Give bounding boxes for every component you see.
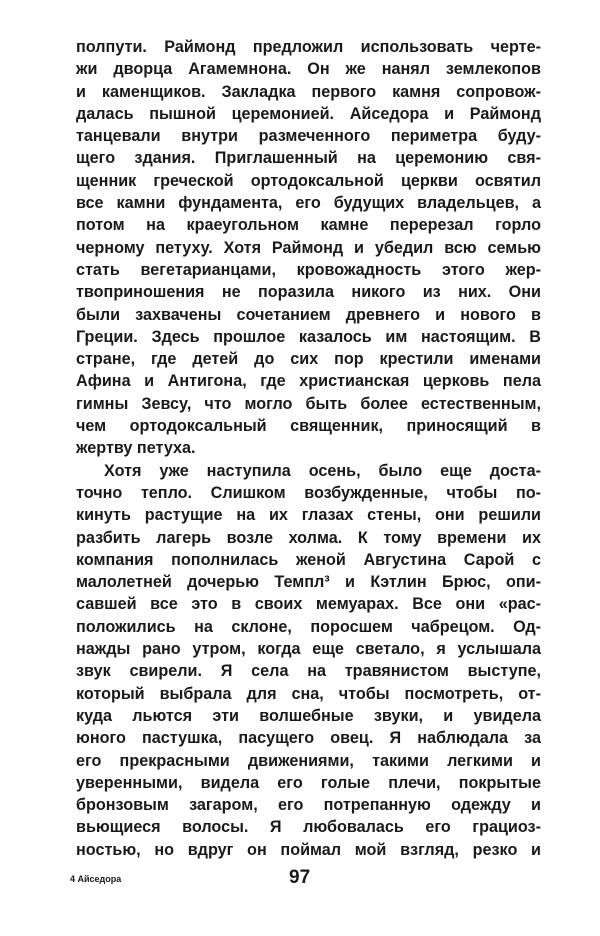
text-line: жи дворца Агамемнона. Он же нанял землекопов (76, 60, 541, 79)
text-line: разбить лагерь возле холма. К тому времени их (76, 528, 541, 547)
text-line: положились на склоне, поросшем чабрецом. Од- (76, 617, 541, 636)
text-line: ностью, но вдруг он поймал мой взгляд, резко и (76, 840, 541, 859)
text-line: который выбрала для сна, чтобы посмотреть, от- (76, 684, 541, 703)
text-line: и каменщиков. Закладка первого камня сопровож- (76, 82, 541, 101)
text-line: далась пышной церемонией. Айседора и Раймонд (76, 104, 541, 123)
text-line: потом на краеугольном камне перерезал горло (76, 216, 541, 235)
text-line: савшей все это в своих мемуарах. Все они «рас- (76, 595, 541, 614)
text-line: звук свирели. Я села на травянистом выступе, (76, 662, 541, 681)
body-text (76, 36, 541, 861)
text-line: точно тепло. Слишком возбужденные, чтобы по- (76, 483, 541, 502)
paragraph-first-line: Хотя уже наступила осень, было еще доста- (104, 461, 541, 480)
text-line: компания пополнилась женой Августина Сарой с (76, 550, 541, 569)
text-line: жертву петуха. (76, 439, 196, 458)
page-number: 97 (289, 867, 311, 888)
text-line: стране, где детей до сих пор крестили именами (76, 350, 541, 369)
text-line: танцевали внутри размеченного периметра буду- (76, 127, 541, 146)
text-line: щенник греческой ортодоксальной церкви освятил (76, 171, 541, 190)
text-line: щего здания. Приглашенный на церемонию свя- (76, 149, 541, 168)
printer-signature: 4 Айседора (70, 874, 122, 884)
text-line: чем ортодоксальный священник, приносящий в (76, 417, 541, 436)
text-line: Греции. Здесь прошлое казалось им настоящим. В (76, 327, 541, 346)
text-line: нажды рано утром, когда еще светало, я услышала (76, 640, 541, 659)
text-line: куда льются эти волшебные звуки, и увидела (76, 706, 541, 725)
text-line: стать вегетарианцами, кровожадность этого жер- (76, 260, 541, 279)
text-line: малолетней дочерью Темпл³ и Кэтлин Брюс, опи- (76, 573, 541, 592)
text-line: кинуть растущие на их глазах стены, они решили (76, 506, 541, 525)
text-line: уверенными, видела его голые плечи, покрытые (76, 773, 541, 792)
text-line: полпути. Раймонд предложил использовать черте- (76, 38, 541, 56)
text-line: были захвачены сочетанием древнего и нового в (76, 305, 541, 324)
text-line: Афина и Антигона, где христианская церковь пела (76, 372, 541, 391)
text-line: вьющиеся волосы. Я любовалась его грациоз- (76, 818, 541, 837)
text-line: твоприношения не поразила никого из них. Они (76, 283, 541, 302)
text-line: все камни фундамента, его будущих владельцев, а (76, 194, 541, 213)
text-line: бронзовым загаром, его потрепанную одежду и (76, 796, 541, 815)
text-line: черному петуху. Хотя Раймонд и убедил всю семью (76, 238, 541, 257)
text-line: юного пастушка, пасущего овец. Я наблюдала за (76, 729, 541, 748)
text-line: его прекрасными движениями, такими легкими и (76, 751, 541, 770)
text-line: гимны Зевсу, что могло быть более естественным, (76, 394, 541, 413)
